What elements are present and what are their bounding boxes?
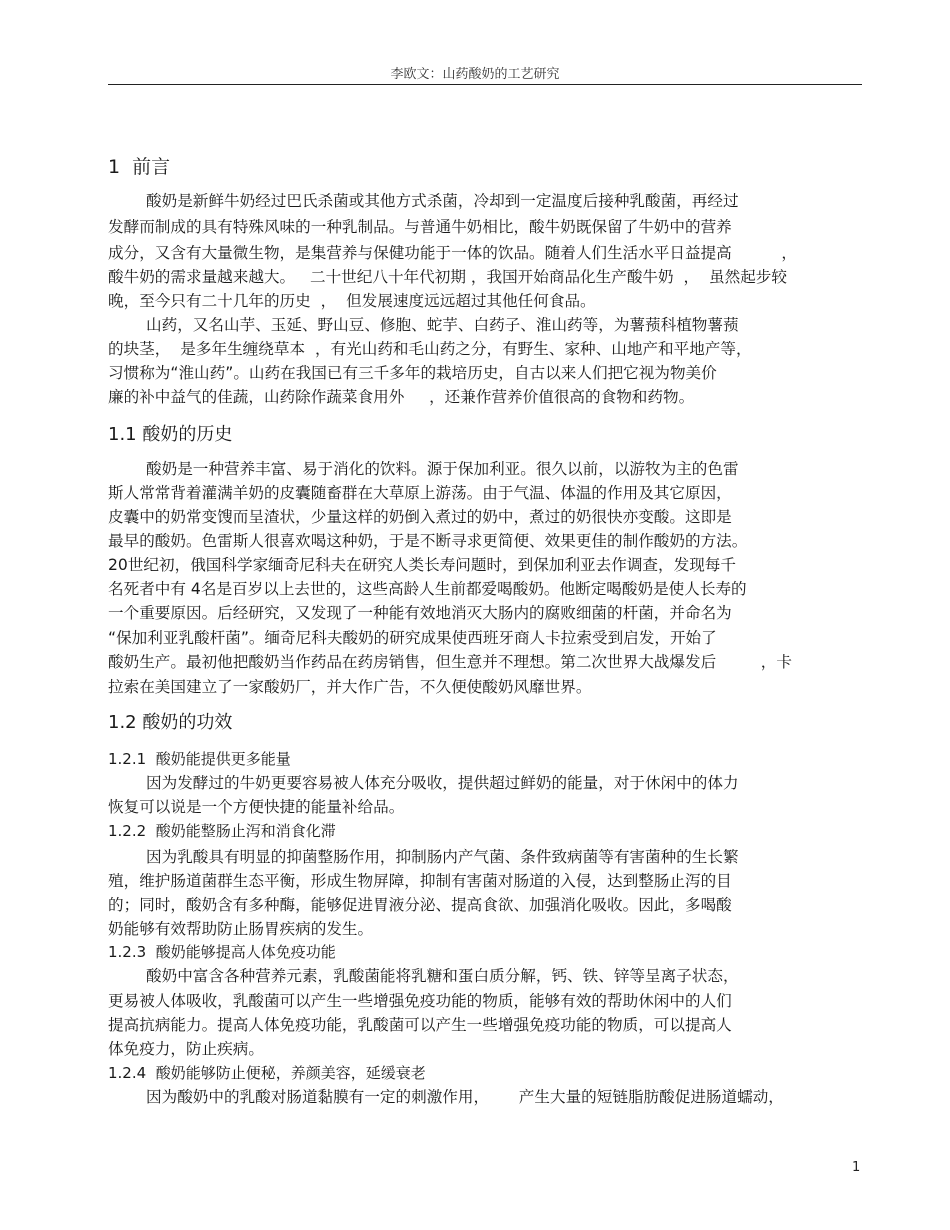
paragraph-line: 恢复可以说是一个方便快捷的能量补给品。: [108, 798, 405, 816]
subsection-heading: 1.2.3 酸奶能够提高人体免疫功能: [108, 943, 336, 961]
paragraph-line: 奶能够有效帮助防止肠胃疾病的发生。: [108, 920, 374, 938]
subsection-heading: 1.2.1 酸奶能提供更多能量: [108, 750, 291, 768]
paragraph-line: 成分，又含有大量微生物，是集营养与保健功能于一体的饮品。随着人们生活水平日益提高 ，: [108, 244, 797, 262]
paragraph-line: 酸奶中富含各种营养元素，乳酸菌能将乳糖和蛋白质分解，钙、铁、锌等呈离子状态，: [146, 967, 739, 985]
paragraph-line: 提高抗病能力。提高人体免疫功能，乳酸菌可以产生一些增强免疫功能的物质，可以提高人: [108, 1016, 732, 1034]
subsection-heading: 1.2.2 酸奶能整肠止泻和消食化滞: [108, 822, 336, 840]
header-rule: [108, 84, 862, 85]
paragraph-line: 体免疫力，防止疾病。: [108, 1040, 264, 1058]
section-heading: 1.2 酸奶的功效: [108, 712, 233, 733]
paragraph-line: 斯人常常背着灌满羊奶的皮囊随畜群在大草原上游荡。由于气温、体温的作用及其它原因，: [108, 484, 732, 502]
paragraph-line: 殖，维护肠道菌群生态平衡，形成生物屏障，抑制有害菌对肠道的入侵，达到整肠止泻的目: [108, 872, 732, 890]
paragraph-line: “保加利亚乳酸杆菌”。缅奇尼科夫酸奶的研究成果使西班牙商人卡拉索受到启发，开始了: [108, 629, 717, 647]
paragraph-line: 的；同时，酸奶含有多种酶，能够促进胃液分泌、提高食欲、加强消化吸收。因此，多喝酸: [108, 896, 732, 914]
paragraph-line: 酸奶是新鲜牛奶经过巴氏杀菌或其他方式杀菌，冷却到一定温度后接种乳酸菌，再经过: [146, 192, 739, 210]
paragraph-line: 的块茎， 是多年生缠绕草本 ，有光山药和毛山药之分，有野生、家种、山地产和平地产等，: [108, 340, 752, 358]
paragraph-line: 发酵而制成的具有特殊风味的一种乳制品。与普通牛奶相比，酸牛奶既保留了牛奶中的营养: [108, 218, 732, 236]
subsection-heading: 1.2.4 酸奶能够防止便秘，养颜美容，延缓衰老: [108, 1064, 426, 1082]
section-heading: 1.1 酸奶的历史: [108, 424, 233, 445]
page-number: 1: [852, 1160, 861, 1175]
paragraph-line: 酸奶生产。最初他把酸奶当作药品在药房销售，但生意并不理想。第二次世界大战爆发后 ，卡: [108, 653, 792, 671]
paragraph-line: 因为酸奶中的乳酸对肠道黏膜有一定的刺激作用， 产生大量的短链脂肪酸促进肠道蠕动，: [146, 1088, 784, 1106]
paragraph-line: 20世纪初，俄国科学家缅奇尼科夫在研究人类长寿问题时，到保加利亚去作调查，发现每千: [108, 556, 736, 574]
paragraph-line: 晚，至今只有二十几年的历史 ， 但发展速度远远超过其他任何食品。: [108, 292, 596, 310]
paragraph-line: 山药，又名山芋、玉延、野山豆、修胞、蛇芋、白药子、淮山药等，为薯蓣科植物薯蓣: [146, 316, 739, 334]
section-heading: 1 前言: [108, 156, 171, 178]
paragraph-line: 习惯称为“淮山药”。山药在我国已有三千多年的栽培历史，自古以来人们把它视为物美价: [108, 364, 717, 382]
paragraph-line: 拉索在美国建立了一家酸奶厂，并大作广告，不久便使酸奶风靡世界。: [108, 678, 592, 696]
paragraph-line: 一个重要原因。后经研究，又发现了一种能有效地消灭大肠内的腐败细菌的杆菌，并命名为: [108, 604, 732, 622]
paragraph-line: 酸牛奶的需求量越来越大。 二十世纪八十年代初期 ，我国开始商品化生产酸牛奶 ， 虽然起步较: [108, 268, 787, 286]
running-header: 李欧文：山药酸奶的工艺研究: [390, 67, 560, 82]
paragraph-line: 廉的补中益气的佳蔬，山药除作蔬菜食用外 ，还兼作营养价值很高的食物和药物。: [108, 388, 695, 406]
paragraph-line: 因为乳酸具有明显的抑菌整肠作用，抑制肠内产气菌、条件致病菌等有害菌种的生长繁: [146, 848, 739, 866]
paragraph-line: 酸奶是一种营养丰富、易于消化的饮料。源于保加利亚。很久以前，以游牧为主的色雷: [146, 460, 739, 478]
paragraph-line: 更易被人体吸收，乳酸菌可以产生一些增强免疫功能的物质，能够有效的帮助休闲中的人们: [108, 992, 732, 1010]
paragraph-line: 皮囊中的奶常变馊而呈渣状，少量这样的奶倒入煮过的奶中，煮过的奶很快亦变酸。这即是: [108, 508, 732, 526]
paragraph-line: 最早的酸奶。色雷斯人很喜欢喝这种奶，于是不断寻求更简便、效果更佳的制作酸奶的方法。: [108, 532, 748, 550]
paragraph-line: 因为发酵过的牛奶更要容易被人体充分吸收，提供超过鲜奶的能量，对于休闲中的体力: [146, 774, 739, 792]
paragraph-line: 名死者中有 4名是百岁以上去世的，这些高龄人生前都爱喝酸奶。他断定喝酸奶是使人长寿的: [108, 580, 747, 598]
